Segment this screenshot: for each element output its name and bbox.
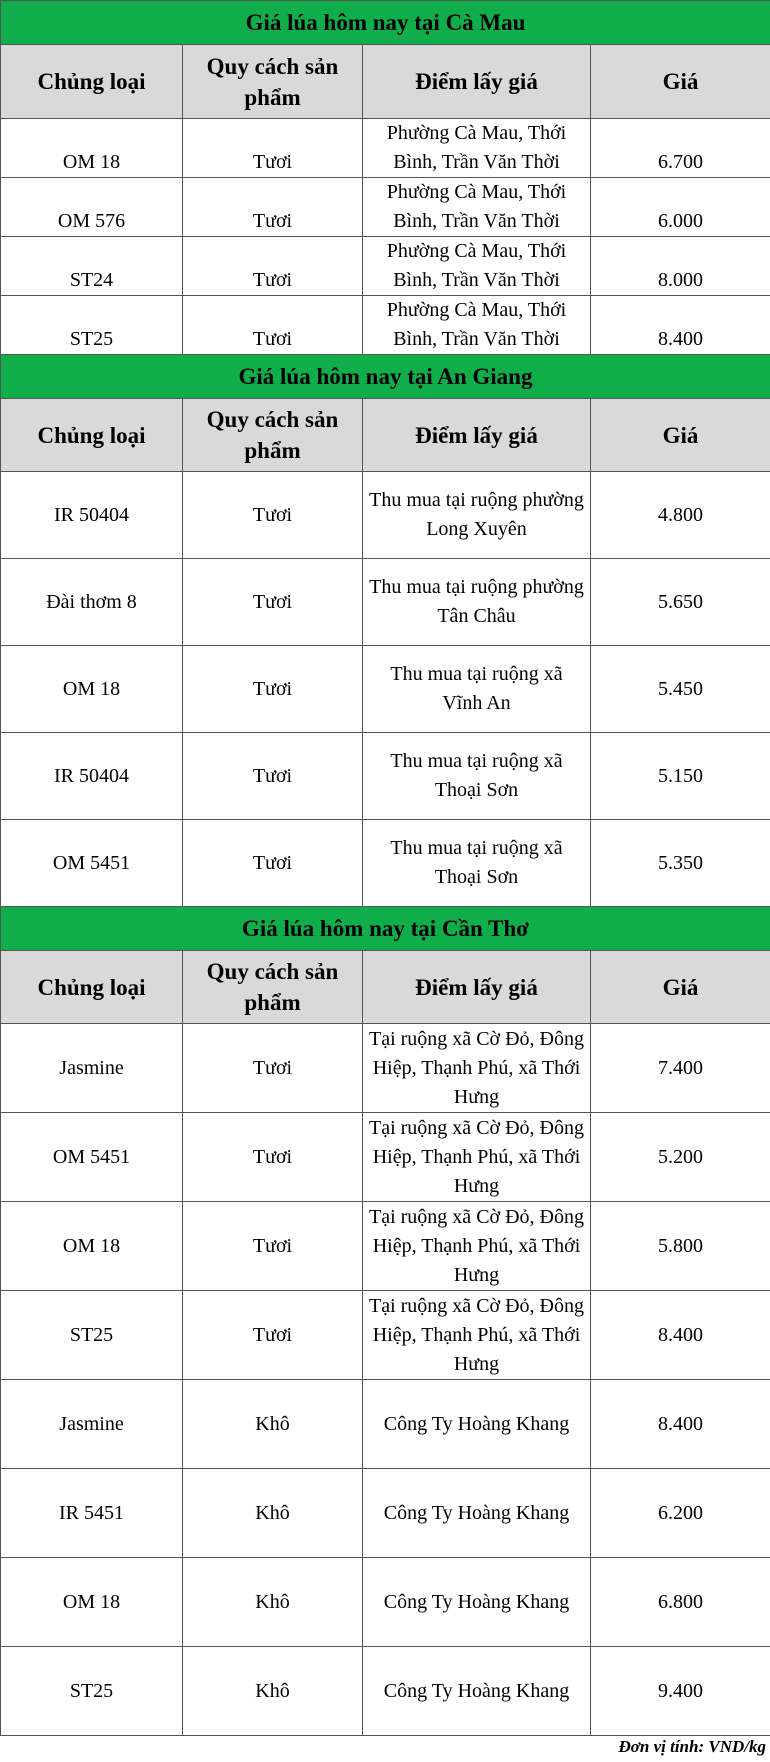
cell-location: Tại ruộng xã Cờ Đỏ, Đông Hiệp, Thạnh Phú, xã Thới Hưng	[363, 1024, 591, 1113]
cell-location: Công Ty Hoàng Khang	[363, 1558, 591, 1647]
header-location: Điểm lấy giá	[363, 45, 591, 119]
cell-location: Công Ty Hoàng Khang	[363, 1469, 591, 1558]
cell-price: 5.200	[591, 1113, 770, 1202]
table-row	[1, 1469, 770, 1558]
table-row	[1, 1647, 770, 1736]
cell-spec: Khô	[183, 1380, 363, 1469]
cell-spec: Tươi	[183, 178, 363, 237]
cell-location: Công Ty Hoàng Khang	[363, 1647, 591, 1736]
cell-price: 8.400	[591, 296, 770, 355]
cell-variety: OM 5451	[1, 1113, 183, 1202]
cell-variety: IR 50404	[1, 733, 183, 820]
cell-location: Công Ty Hoàng Khang	[363, 1380, 591, 1469]
table-row	[1, 296, 770, 355]
cell-spec: Khô	[183, 1558, 363, 1647]
cell-location: Tại ruộng xã Cờ Đỏ, Đông Hiệp, Thạnh Phú, xã Thới Hưng	[363, 1113, 591, 1202]
cell-price: 5.650	[591, 559, 770, 646]
cell-location: Phường Cà Mau, Thới Bình, Trần Văn Thời	[363, 296, 591, 355]
cell-location: Tại ruộng xã Cờ Đỏ, Đông Hiệp, Thạnh Phú, xã Thới Hưng	[363, 1291, 591, 1380]
cell-spec: Tươi	[183, 820, 363, 907]
header-price: Giá	[591, 45, 770, 119]
cell-price: 8.400	[591, 1291, 770, 1380]
section-title-row	[1, 1, 770, 45]
cell-price: 4.800	[591, 472, 770, 559]
cell-price: 5.450	[591, 646, 770, 733]
header-row	[1, 399, 770, 472]
table-row	[1, 472, 770, 559]
section-title: Giá lúa hôm nay tại An Giang	[1, 355, 770, 399]
table-row	[1, 820, 770, 907]
section-title: Giá lúa hôm nay tại Cà Mau	[1, 1, 770, 45]
header-row	[1, 951, 770, 1024]
cell-spec: Tươi	[183, 1202, 363, 1291]
cell-price: 6.800	[591, 1558, 770, 1647]
cell-price: 9.400	[591, 1647, 770, 1736]
header-variety: Chủng loại	[1, 45, 183, 119]
table-row	[1, 1202, 770, 1291]
header-variety: Chủng loại	[1, 399, 183, 472]
cell-location: Tại ruộng xã Cờ Đỏ, Đông Hiệp, Thạnh Phú, xã Thới Hưng	[363, 1202, 591, 1291]
header-row	[1, 45, 770, 119]
table-row	[1, 1113, 770, 1202]
header-location: Điểm lấy giá	[363, 399, 591, 472]
table-row	[1, 559, 770, 646]
cell-location: Phường Cà Mau, Thới Bình, Trần Văn Thời	[363, 237, 591, 296]
cell-spec: Tươi	[183, 119, 363, 178]
cell-location: Thu mua tại ruộng xã Thoại Sơn	[363, 820, 591, 907]
table-row	[1, 178, 770, 237]
cell-price: 5.800	[591, 1202, 770, 1291]
cell-spec: Tươi	[183, 1024, 363, 1113]
header-variety: Chủng loại	[1, 951, 183, 1024]
cell-variety: ST25	[1, 296, 183, 355]
table-row	[1, 119, 770, 178]
cell-spec: Tươi	[183, 1113, 363, 1202]
header-price: Giá	[591, 951, 770, 1024]
cell-variety: ST25	[1, 1647, 183, 1736]
cell-spec: Khô	[183, 1647, 363, 1736]
cell-variety: Đài thơm 8	[1, 559, 183, 646]
cell-spec: Tươi	[183, 733, 363, 820]
cell-price: 7.400	[591, 1024, 770, 1113]
table-row	[1, 1558, 770, 1647]
cell-variety: Jasmine	[1, 1024, 183, 1113]
section-title: Giá lúa hôm nay tại Cần Thơ	[1, 907, 770, 951]
table-row	[1, 1291, 770, 1380]
cell-variety: OM 18	[1, 646, 183, 733]
section-title-row	[1, 907, 770, 951]
header-spec: Quy cách sản phẩm	[183, 399, 363, 472]
table-row	[1, 1380, 770, 1469]
cell-price: 5.350	[591, 820, 770, 907]
table-row	[1, 1024, 770, 1113]
cell-spec: Tươi	[183, 1291, 363, 1380]
header-spec: Quy cách sản phẩm	[183, 951, 363, 1024]
cell-spec: Tươi	[183, 296, 363, 355]
cell-location: Thu mua tại ruộng phường Long Xuyên	[363, 472, 591, 559]
header-spec: Quy cách sản phẩm	[183, 45, 363, 119]
cell-variety: ST24	[1, 237, 183, 296]
table-row	[1, 237, 770, 296]
cell-variety: OM 18	[1, 1202, 183, 1291]
cell-price: 8.400	[591, 1380, 770, 1469]
cell-location: Thu mua tại ruộng xã Thoại Sơn	[363, 733, 591, 820]
cell-spec: Tươi	[183, 237, 363, 296]
cell-variety: OM 18	[1, 1558, 183, 1647]
header-price: Giá	[591, 399, 770, 472]
cell-variety: Jasmine	[1, 1380, 183, 1469]
cell-variety: OM 576	[1, 178, 183, 237]
cell-spec: Tươi	[183, 472, 363, 559]
header-location: Điểm lấy giá	[363, 951, 591, 1024]
cell-location: Thu mua tại ruộng xã Vĩnh An	[363, 646, 591, 733]
cell-variety: IR 5451	[1, 1469, 183, 1558]
cell-variety: OM 18	[1, 119, 183, 178]
cell-variety: ST25	[1, 1291, 183, 1380]
cell-price: 6.200	[591, 1469, 770, 1558]
cell-variety: IR 50404	[1, 472, 183, 559]
cell-spec: Tươi	[183, 559, 363, 646]
cell-price: 5.150	[591, 733, 770, 820]
section-title-row	[1, 355, 770, 399]
table-row	[1, 733, 770, 820]
cell-location: Phường Cà Mau, Thới Bình, Trần Văn Thời	[363, 119, 591, 178]
cell-spec: Khô	[183, 1469, 363, 1558]
cell-variety: OM 5451	[1, 820, 183, 907]
cell-location: Thu mua tại ruộng phường Tân Châu	[363, 559, 591, 646]
cell-spec: Tươi	[183, 646, 363, 733]
cell-price: 8.000	[591, 237, 770, 296]
cell-price: 6.700	[591, 119, 770, 178]
cell-price: 6.000	[591, 178, 770, 237]
table-row	[1, 646, 770, 733]
unit-note: Đơn vị tính: VND/kg	[618, 1737, 766, 1756]
cell-location: Phường Cà Mau, Thới Bình, Trần Văn Thời	[363, 178, 591, 237]
